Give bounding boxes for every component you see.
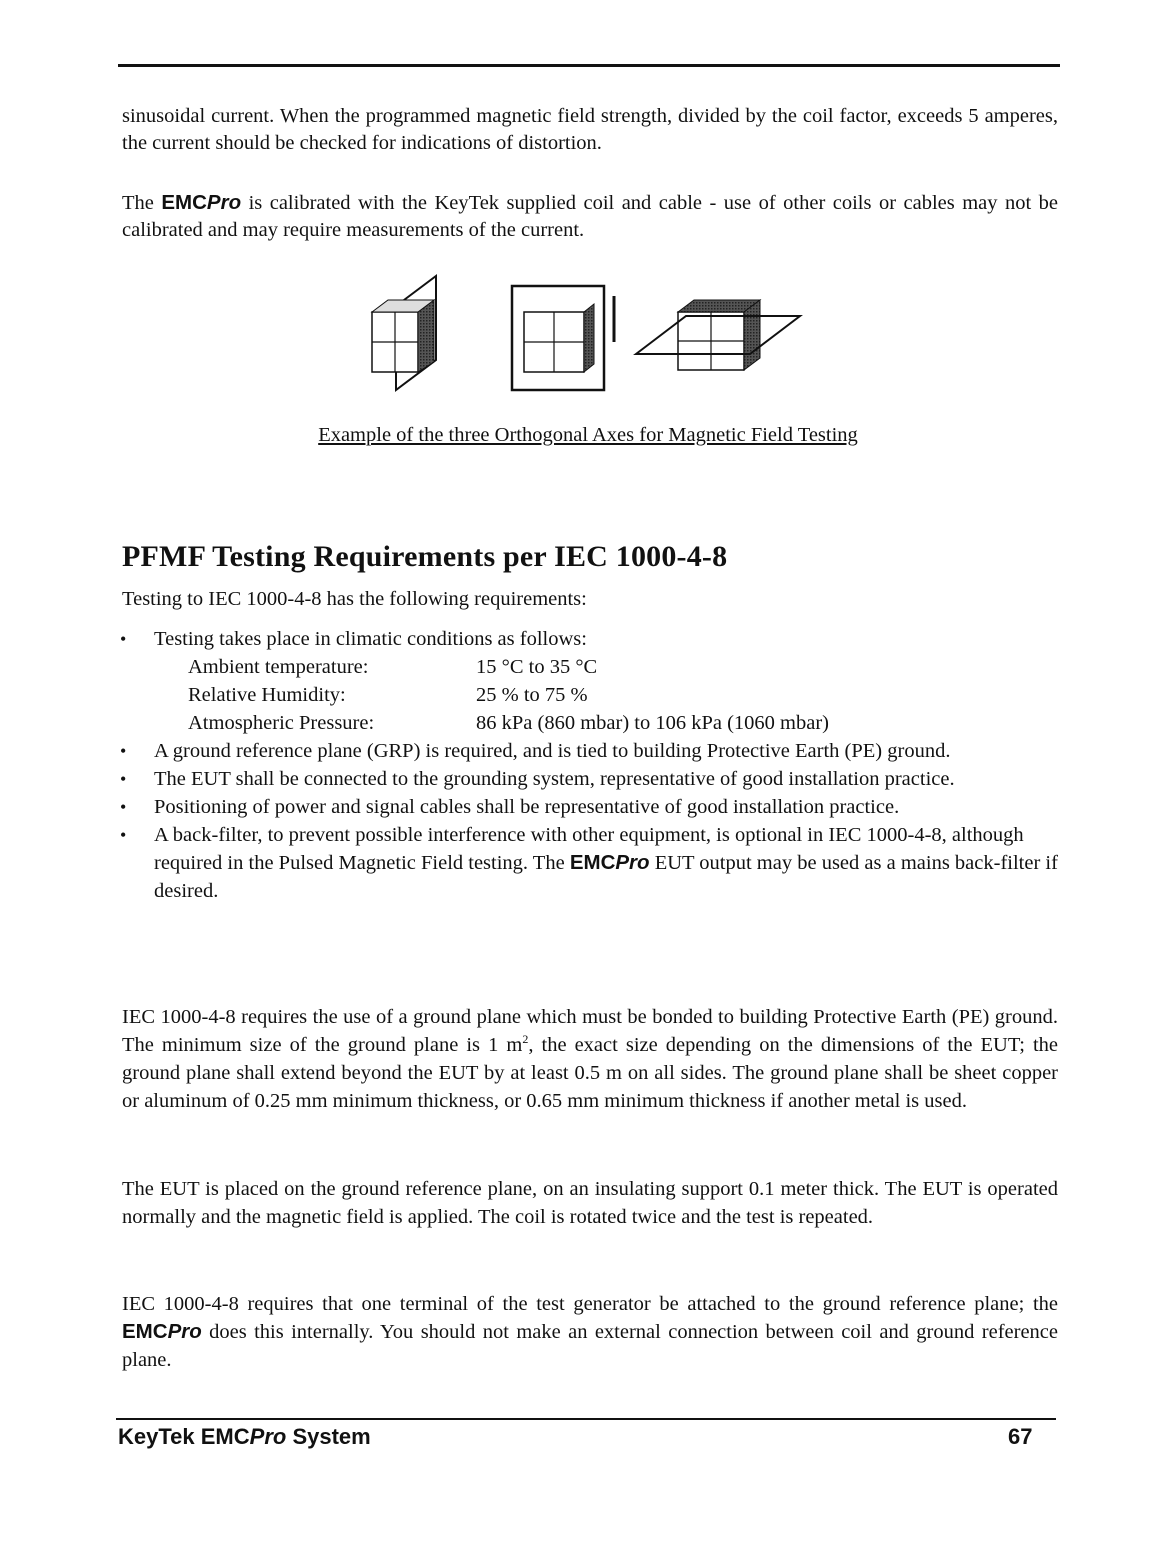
- list-item: • A back-filter, to prevent possible interference with other equipment, is optional in IEC 1000-4-8, although required in the Pulsed Magnetic Field testing. The EMCPro EUT output may be used as a mains back-filter if desired.: [118, 821, 1058, 905]
- bullet-icon: •: [120, 769, 127, 789]
- eut-placement-paragraph: The EUT is placed on the ground reference plane, on an insulating support 0.1 meter thick. The EUT is operated normally and the magnetic field is applied. The coil is rotated twice and the test is repeated.: [122, 1178, 1058, 1228]
- axis-y-illustration: [512, 286, 614, 390]
- condition-row: Relative Humidity: 25 % to 75 %: [188, 684, 588, 706]
- condition-row: Ambient temperature: 15 °C to 35 °C: [188, 656, 598, 678]
- bullet-icon: •: [120, 629, 127, 649]
- intro-paragraph-1: sinusoidal current. When the programmed magnetic field strength, divided by the coil factor, exceeds 5 amperes, the current should be checked for indications of distortion.: [122, 105, 1058, 154]
- list-item: • Testing takes place in climatic conditions as follows: Ambient temperature: 15 °C to 35 °C Relative Humidity: 25 % to 75 % Atmospheric Pressure: 86 kPa (860 mbar) to 106 kPa (1060 mbar): [118, 625, 1058, 737]
- figure-caption: Example of the three Orthogonal Axes for Magnetic Field Testing: [318, 424, 858, 446]
- brand-name: EMCPro: [161, 191, 242, 214]
- bullet-icon: •: [120, 741, 127, 761]
- bullet-icon: •: [120, 825, 127, 845]
- list-item: • A ground reference plane (GRP) is required, and is tied to building Protective Earth (PE) ground.: [118, 737, 1058, 765]
- list-item: • Positioning of power and signal cables shall be representative of good installation practice.: [118, 793, 1058, 821]
- section-intro: Testing to IEC 1000-4-8 has the following requirements:: [122, 588, 587, 610]
- condition-row: Atmospheric Pressure: 86 kPa (860 mbar) to 106 kPa (1060 mbar): [188, 712, 829, 734]
- bottom-rule: [116, 1418, 1056, 1420]
- section-heading: PFMF Testing Requirements per IEC 1000-4-8: [122, 540, 728, 573]
- requirements-list: [118, 625, 1058, 905]
- ground-plane-paragraph: IEC 1000-4-8 requires the use of a ground plane which must be bonded to building Protective Earth (PE) ground. The minimum size of the ground plane is 1 $m^2$, the exact size depending on the dimensions of the EUT; the ground plane shall extend beyond the EUT by at least 0.5 m on all sides. The ground plane shall be sheet copper or aluminum of 0.25 mm minimum thickness, or 0.65 mm minimum thickness if another metal is used.: [122, 1006, 1058, 1112]
- page-number: 67: [1008, 1424, 1033, 1449]
- footer-title: KeyTek EMCPro System: [118, 1424, 371, 1449]
- terminal-paragraph: IEC 1000-4-8 requires that one terminal of the test generator be attached to the ground reference plane; the EMCPro does this internally. You should not make an external connection between coil and ground reference plane.: [122, 1293, 1058, 1371]
- axis-z-illustration: [636, 300, 800, 370]
- list-item: • The EUT shall be connected to the grounding system, representative of good installation practice.: [118, 765, 1058, 793]
- brand-name: EMCPro: [122, 1320, 202, 1343]
- bullet-icon: •: [120, 797, 127, 817]
- brand-name: EMCPro: [569, 851, 650, 874]
- intro-paragraph-2: The EMCPro is calibrated with the KeyTek supplied coil and cable - use of other coils or cables may not be calibrated and may require measurements of the current.: [122, 191, 1058, 241]
- orthogonal-axes-figure: [360, 272, 810, 402]
- axis-x-illustration: [372, 276, 436, 390]
- top-rule: [118, 64, 1060, 67]
